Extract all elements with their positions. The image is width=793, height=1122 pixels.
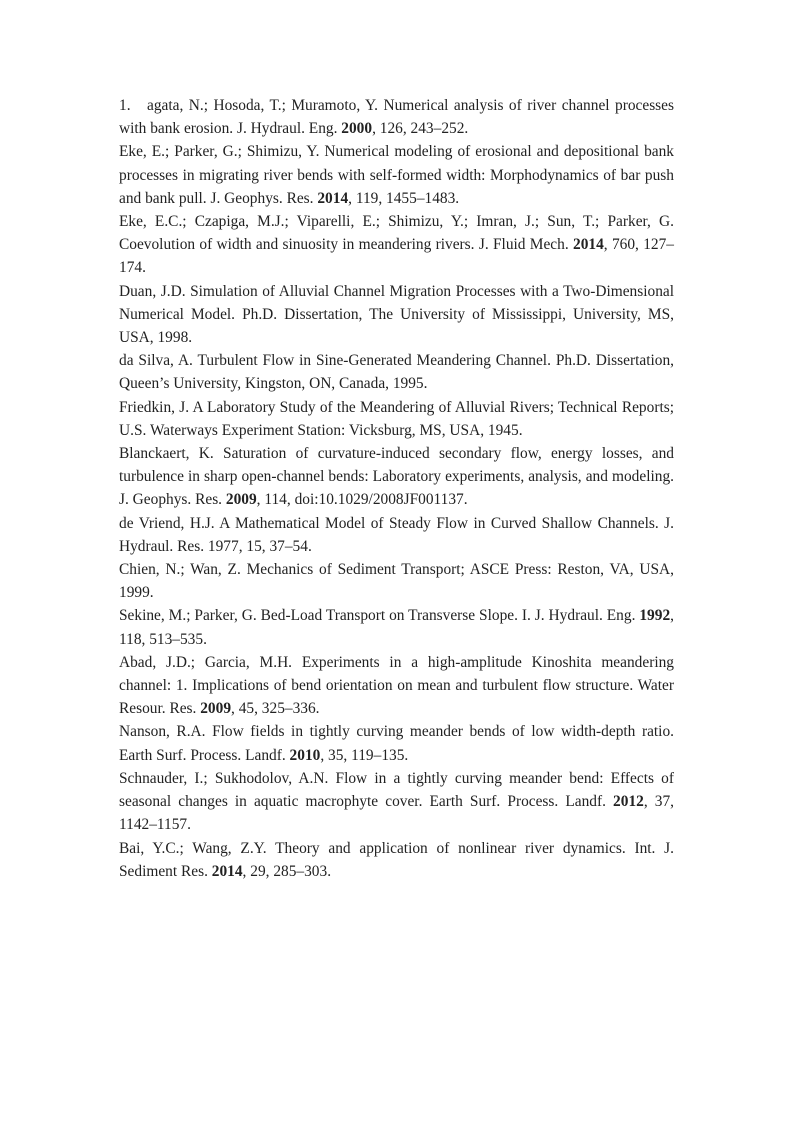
reference-year: 2000 xyxy=(341,120,373,138)
reference-text: Blanckaert, K. Saturation of curvature-induced secondary flow, energy losses, and turbulence in sharp open-channel bends: Laboratory experiments, analysis, and modeling. J. Geophys. Res. xyxy=(119,445,674,509)
reference-details: , 35, 119–135. xyxy=(320,746,409,764)
reference-item xyxy=(119,837,674,883)
reference-text: Eke, E.; Parker, G.; Shimizu, Y. Numerical modeling of erosional and depositional bank processes in migrating river bends with self-formed width: Morphodynamics of bar push and bank pull. J. Geophys. Res. xyxy=(119,143,674,207)
reference-details: , 29, 285–303. xyxy=(242,862,332,880)
reference-list xyxy=(119,94,674,883)
reference-item xyxy=(119,604,674,650)
reference-text: Friedkin, J. A Laboratory Study of the Meandering of Alluvial Rivers; Technical Reports; U.S. Waterways Experiment Station: Vicksburg, MS, USA, 1945. xyxy=(119,398,674,439)
reference-year: 2009 xyxy=(225,491,257,509)
reference-item xyxy=(119,442,674,512)
reference-details: , 37, 1142–1157. xyxy=(119,793,675,834)
reference-text: da Silva, A. Turbulent Flow in Sine-Generated Meandering Channel. Ph.D. Dissertation, Queen’s University, Kingston, ON, Canada, 1995. xyxy=(119,352,674,393)
reference-text: Abad, J.D.; Garcia, M.H. Experiments in a high-amplitude Kinoshita meandering channel: 1. Implications of bend orientation on mean and turbulent flow structure. Water Resour. Res. xyxy=(119,653,674,718)
reference-year: 2014 xyxy=(573,236,604,254)
reference-text: Nanson, R.A. Flow fields in tightly curving meander bends of low width-depth ratio. Earth Surf. Process. Landf. xyxy=(119,723,674,764)
reference-text: Schnauder, I.; Sukhodolov, A.N. Flow in a tightly curving meander bend: Effects of seasonal changes in aquatic macrophyte cover. Earth Surf. Process. Landf. xyxy=(119,769,674,811)
reference-details: , 114, doi:10.1029/2008JF001137. xyxy=(256,491,468,509)
reference-item xyxy=(119,140,674,210)
reference-details: , 119, 1455–1483. xyxy=(348,189,460,207)
reference-year: 1992 xyxy=(639,607,671,625)
reference-number: 1. xyxy=(119,97,131,114)
reference-item xyxy=(119,280,674,350)
reference-text: Chien, N.; Wan, Z. Mechanics of Sediment Transport; ASCE Press: Reston, VA, USA, 1999. xyxy=(119,561,674,602)
reference-year: 2009 xyxy=(200,700,232,718)
reference-text: Bai, Y.C.; Wang, Z.Y. Theory and application of nonlinear river dynamics. Int. J. Sediment Res. xyxy=(119,839,674,880)
reference-text: de Vriend, H.J. A Mathematical Model of Steady Flow in Curved Shallow Channels. J. Hydraul. Res. 1977, 15, 37–54. xyxy=(119,514,674,555)
reference-details: , 760, 127–174. xyxy=(119,236,674,277)
reference-details: , 126, 243–252. xyxy=(372,120,469,138)
reference-item xyxy=(119,767,674,837)
reference-text: Sekine, M.; Parker, G. Bed-Load Transport on Transverse Slope. I. J. Hydraul. Eng. xyxy=(119,607,640,625)
reference-item xyxy=(119,396,674,442)
reference-item xyxy=(119,94,674,140)
reference-details: , 45, 325–336. xyxy=(231,700,320,718)
reference-text: Eke, E.C.; Czapiga, M.J.; Viparelli, E.; Shimizu, Y.; Imran, J.; Sun, T.; Parker, G. Coevolution of width and sinuosity in meandering rivers. J. Fluid Mech. xyxy=(119,213,674,254)
reference-item xyxy=(119,651,674,721)
reference-year: 2014 xyxy=(317,189,349,207)
reference-item xyxy=(119,558,674,604)
reference-details: , 118, 513–535. xyxy=(119,607,674,648)
reference-year: 2010 xyxy=(289,746,321,764)
reference-item xyxy=(119,512,674,558)
reference-year: 2014 xyxy=(211,862,243,880)
reference-year: 2012 xyxy=(613,793,644,811)
reference-text: Duan, J.D. Simulation of Alluvial Channel Migration Processes with a Two-Dimensional Numerical Model. Ph.D. Dissertation, The University of Mississippi, University, MS, USA, 1998. xyxy=(119,282,674,347)
reference-item xyxy=(119,210,674,280)
reference-item xyxy=(119,349,674,395)
reference-item xyxy=(119,720,674,766)
reference-text: agata, N.; Hosoda, T.; Muramoto, Y. Numerical analysis of river channel processes with bank erosion. J. Hydraul. Eng. xyxy=(119,97,674,138)
